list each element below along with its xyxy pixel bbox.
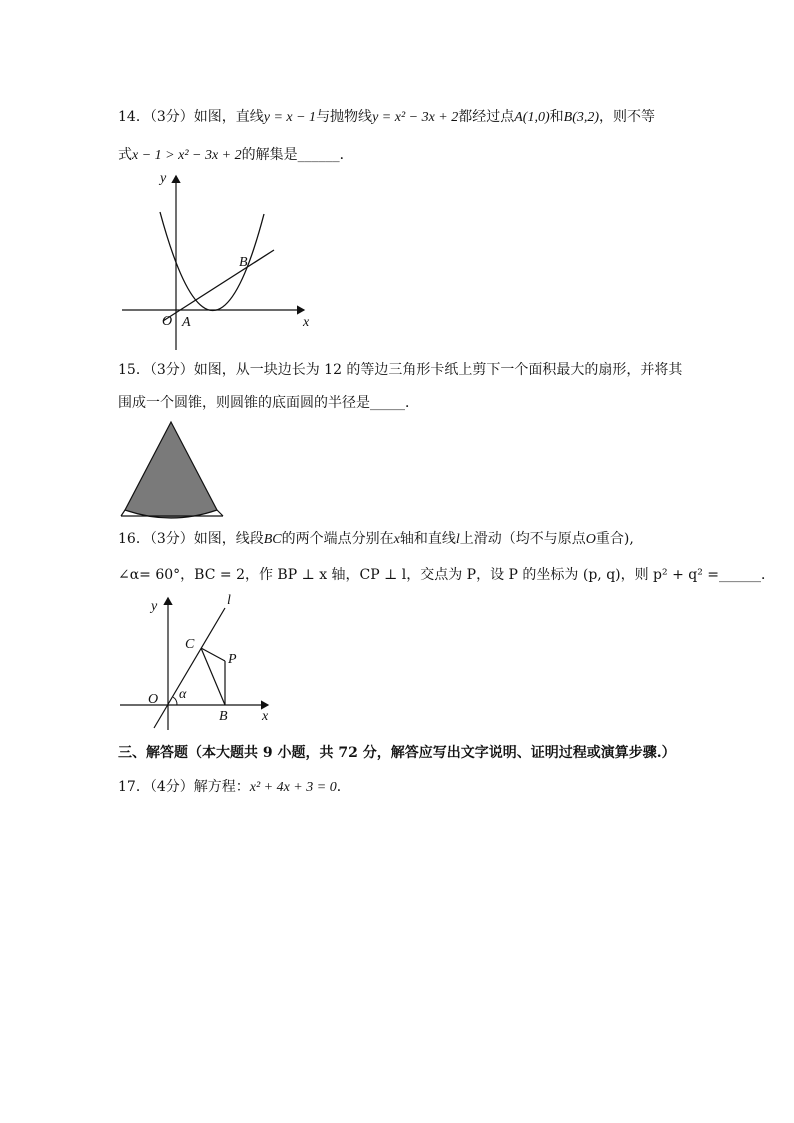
triangle-side	[121, 510, 125, 516]
point-c-label: C	[185, 637, 195, 652]
section-3-heading: 三、解答题（本大题共 9 小题，共 72 分，解答应写出文字说明、证明过程或演算步骤.）	[118, 745, 676, 761]
x-label: x	[262, 709, 269, 724]
q14-point-a: A(1,0)	[514, 110, 550, 125]
origin-label: O	[148, 692, 159, 707]
x-label: x	[303, 315, 310, 330]
point-b-label: B	[219, 709, 228, 724]
point-p-label: P	[228, 652, 237, 667]
q16-l: l	[455, 532, 460, 547]
q15-line1: 15．（3分）如图，从一块边长为 12 的等边三角形卡纸上剪下一个面积最大的扇形，并将其	[118, 362, 683, 378]
q15-sector-figure	[118, 418, 228, 520]
q16-text: 上滑动（均不与原点	[459, 531, 586, 547]
q14-line1	[118, 107, 655, 128]
q14-line2	[118, 145, 354, 166]
y-label: y	[151, 599, 158, 614]
point-b-label: B	[239, 255, 248, 270]
q16-figure	[118, 592, 283, 732]
q15-line2: 围成一个圆锥，则圆锥的底面圆的半径是_____．	[118, 395, 419, 411]
q14-inequality: x − 1 > x² − 3x + 2	[132, 148, 242, 163]
triangle-side	[217, 510, 223, 516]
q14-text: 与抛物线	[316, 109, 373, 125]
line-l	[154, 608, 225, 728]
q17-equation: x² + 4x + 3 = 0	[249, 780, 337, 795]
q14-text: 式	[118, 147, 132, 163]
q14-point-b: B(3,2)	[563, 110, 600, 125]
segment-bc	[201, 648, 225, 705]
y-label: y	[160, 171, 167, 186]
q14-text: 都经过点	[458, 109, 515, 125]
q14-line-eq: y = x − 1	[263, 110, 317, 125]
q14-text: 的解集是______．	[241, 147, 354, 163]
q14-text: 14．（3分）如图，直线	[118, 109, 264, 125]
q14-text: ，则不等	[599, 109, 656, 125]
q14-figure	[118, 170, 328, 355]
angle-arc	[173, 697, 177, 705]
q16-text: 16．（3分）如图，线段	[118, 531, 264, 547]
q16-o: O	[585, 532, 596, 547]
q14-text: 和	[549, 109, 564, 125]
q16-bc: BC	[263, 532, 282, 547]
q16-text: 重合),	[595, 531, 634, 547]
q16-x: x	[393, 532, 400, 547]
alpha-label: α	[179, 687, 187, 702]
segment-cp	[201, 648, 225, 661]
q17-text: ．	[336, 779, 351, 795]
origin-label: O	[162, 314, 173, 329]
q17-line	[118, 777, 351, 798]
point-a-label: A	[182, 315, 191, 330]
sector	[125, 422, 217, 518]
q16-text: 的两个端点分别在	[281, 531, 394, 547]
q14-parabola-eq: y = x² − 3x + 2	[372, 110, 459, 125]
q16-line1	[118, 529, 634, 550]
q16-line2: ∠α= 60°，BC = 2，作 BP ⊥ x 轴，CP ⊥ l，交点为 P，设 P 的坐标为 (p, q)，则 p² + q² =______．	[118, 567, 776, 583]
line-l-label: l	[227, 593, 231, 608]
q17-text: 17．（4分）解方程：	[118, 779, 250, 795]
q16-text: 轴和直线	[399, 531, 456, 547]
